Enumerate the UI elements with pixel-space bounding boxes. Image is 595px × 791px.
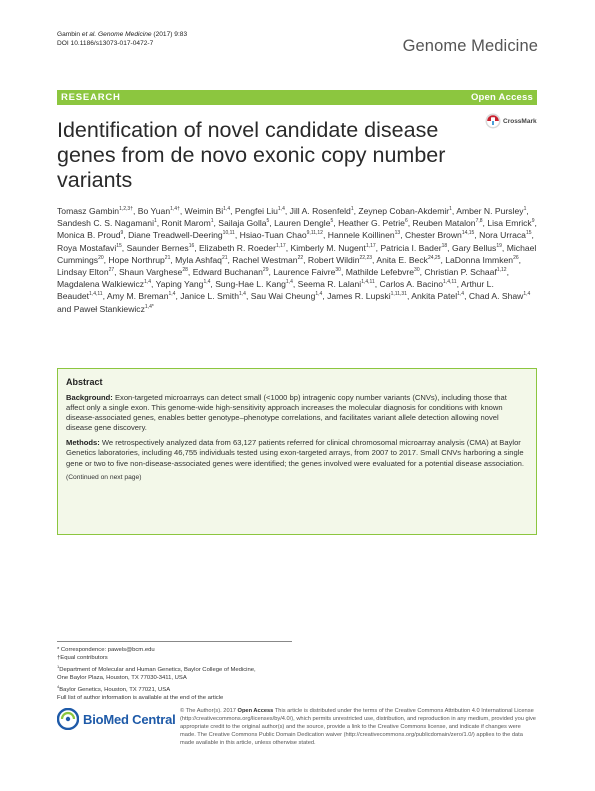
author-name[interactable]: Kimberly M. Nugent <box>290 242 366 253</box>
author-affiliation-sup: 6 <box>404 218 408 225</box>
author-affiliation-sup: 1 <box>523 206 527 213</box>
author-affiliation-sup: 1,4 <box>238 291 246 298</box>
author-name[interactable]: Laurence Faivre <box>273 267 336 278</box>
abstract-methods <box>66 438 526 468</box>
doi[interactable]: DOI 10.1186/s13073-017-0472-7 <box>57 40 154 47</box>
author-name[interactable]: Sau Wai Cheung <box>250 291 316 302</box>
author-affiliation-sup: 9 <box>531 218 535 225</box>
background-text: Exon-targeted microarrays can detect small (<1000 bp) intragenic copy number variants (CNVs), including those that affect only a single exon. This genome-wide high-sensitivity approach increases the molecular diagnosis for conditions with known disease-associated genes, enables better genotype–phenotype correlations, and facilitates variant allele detection allowing novel disease gene discovery. <box>66 393 507 433</box>
author-name[interactable]: Lauren Dengle <box>274 218 331 229</box>
methods-label: Methods: <box>66 438 100 448</box>
author-name[interactable]: Robert Wildin <box>307 254 360 265</box>
author-name[interactable]: Saunder Bernes <box>126 242 189 253</box>
affiliation-1 <box>57 663 317 674</box>
background-label: Background: <box>66 393 113 402</box>
crossmark-label: CrossMark <box>503 117 537 125</box>
article-type-band <box>57 90 537 105</box>
author-affiliation-sup: 18 <box>441 242 448 249</box>
affiliation-1-line1: Department of Molecular and Human Genetics, Baylor College of Medicine, <box>59 666 256 673</box>
author-name[interactable]: Weimin Bi <box>184 206 224 216</box>
equal-contributors: †Equal contributors <box>57 655 108 662</box>
author-affiliation-sup: 1,4 <box>144 279 152 286</box>
author-affiliation-sup: 5 <box>266 218 270 225</box>
author-affiliation-sup: 1,4* <box>144 303 154 310</box>
author-affiliation-sup: 27 <box>108 267 115 274</box>
abstract-box <box>57 368 537 535</box>
article-title: Identification of novel candidate disease genes from de novo exonic copy number variants <box>57 118 446 192</box>
author-affiliation-sup: 22 <box>297 254 304 261</box>
author-name[interactable]: James R. Lupski <box>327 291 391 302</box>
journal-name: Genome Medicine <box>402 37 538 55</box>
author-affiliation-sup: 1 <box>449 206 452 213</box>
continued-note: (Continued on next page) <box>66 473 142 481</box>
license-copyright: © The Author(s). 2017 <box>180 708 238 714</box>
author-name[interactable]: Janice L. Smith <box>180 291 239 302</box>
author-name[interactable]: Elizabeth R. Roeder <box>199 242 276 253</box>
license-body: This article is distributed under the terms of the Creative Commons Attribution 4.0 International License (http://creativecommons.org/licenses/by/4.0/), which permits unrestricted use, distribution, and reproduction in any medium, provided you give appropriate credit to the original author(s) and the source, provide a link to the Creative Commons license, and indicate if changes were made. The Creative Commons Public Domain Dedication waiver (http://creativecommons.org/publicdomain/zero/1.0/) applies to the data made available in this article, unless otherwise stated. <box>180 708 536 746</box>
author-name[interactable]: Patricia I. Bader <box>380 242 442 253</box>
crossmark-icon <box>485 113 501 129</box>
author-affiliation-sup: 1,17 <box>365 242 376 249</box>
author-name[interactable]: Anita E. Beck <box>376 254 428 265</box>
author-name[interactable]: Carlos A. Bacino <box>379 279 444 290</box>
author-affiliation-sup: 1,4 <box>523 291 531 298</box>
author-affiliation-sup: 22,23 <box>359 254 373 261</box>
author-affiliation-sup: 5 <box>330 218 334 225</box>
biomed-central-icon <box>57 708 79 730</box>
author-name[interactable]: Bo Yuan <box>137 206 171 216</box>
author-affiliation-sup: 1,11,31 <box>390 291 407 298</box>
author-affiliation-sup: 30 <box>335 267 341 274</box>
author-name[interactable]: Edward Buchanan <box>192 267 263 278</box>
author-affiliation-sup: 7,8 <box>475 218 483 225</box>
author-affiliation-sup: 13 <box>394 230 401 237</box>
author-affiliation-sup: 15 <box>525 230 532 237</box>
author-name[interactable]: Monica B. Proud <box>57 230 121 241</box>
author-name[interactable]: Rachel Westman <box>232 254 298 265</box>
author-affiliation-sup: 1,4† <box>170 206 180 213</box>
author-name[interactable]: Paweł Stankiewicz <box>73 303 145 314</box>
footnote-divider <box>57 641 292 642</box>
author-affiliation-sup: 29 <box>262 267 269 274</box>
author-name[interactable]: LaDonna Immken <box>445 254 514 265</box>
author-name[interactable]: Chester Brown <box>404 230 462 241</box>
author-name[interactable]: Jill A. Rosenfeld <box>289 206 351 216</box>
citation-journal: et al. Genome Medicine <box>81 31 152 38</box>
author-affiliation-sup: 1,4,11 <box>443 279 457 286</box>
license-text <box>180 707 537 747</box>
publisher-logo <box>57 708 176 730</box>
author-name[interactable]: Diane Treadwell-Deering <box>128 230 223 241</box>
author-name[interactable]: Gary Bellus <box>451 242 497 253</box>
author-name[interactable]: Zeynep Coban-Akdemir <box>358 206 450 216</box>
author-affiliation-sup: 1,4 <box>203 279 211 286</box>
affiliation-4-text: Baylor Genetics, Houston, TX 77021, USA <box>59 686 171 693</box>
author-name[interactable]: Michael Cummings <box>57 242 537 265</box>
crossmark-badge[interactable] <box>485 113 537 129</box>
author-affiliation-sup: 9,11,12 <box>306 230 323 237</box>
author-name[interactable]: Reuben Matalon <box>412 218 476 229</box>
author-affiliation-sup: 1 <box>350 206 354 213</box>
author-list: Tomasz Gambin$^{1,2,3\dagger}$, Bo Yuan$^{1,4\dagger}$, Weimin Bi$^{1,4}$, Pengfei Liu$^{1,4}$, Jill A. Rosenfeld$^1$, Zeynep Coban-Akdemir$^1$, Amber N. Pursley$^1$, Sandesh C. S. Nagamani$^1$, Ronit Marom$^1$, Sailaja Golla$^5$, Lauren Dengle$^5$, Heather G. Petrie$^6$, Reuben Matalon$^{7,8}$, Lisa Emrick$^9$, Monica B. Proud$^9$, Diane Treadwell-Deering$^{10,11}$, Hsiao-Tuan Chao$^{9,11,12}$, Hannele Koillinen$^{13}$, Chester Brown$^{14,15}$, Nora Urraca$^{15}$, Roya Mostafavi$^{15}$, Saunder Bernes$^{16}$, Elizabeth R. Roeder$^{1,17}$, Kimberly M. Nugent$^{1,17}$, Patricia I. Bader$^{18}$, Gary Bellus$^{19}$, Michael Cummings$^{20}$, Hope Northrup$^{21}$, Myla Ashfaq$^{21}$, Rachel Westman$^{22}$, Robert Wildin$^{22,23}$, Anita E. Beck$^{24,25}$, LaDonna Immken$^{26}$, Lindsay Elton$^{27}$, Shaun Varghese$^{28}$, Edward Buchanan$^{29}$, Laurence Faivre$^{30}$, Mathilde Lefebvre$^{30}$, Christian P. Schaaf$^{1,12}$, Magdalena Walkiewicz$^{1,4}$, Yaping Yang$^{1,4}$, Sung-Hae L. Kang$^{1,4}$, Seema R. Lalani$^{1,4,11}$, Carlos A. Bacino$^{1,4,11}$, Arthur L. Beaudet$^{1,4,11}$, Amy M. Breman$^{1,4}$, Janice L. Smith$^{1,4}$, Sau Wai Cheung$^{1,4}$, James R. Lupski$^{1,11,31}$, Ankita Patel$^{1,4}$, Chad A. Shaw$^{1,4}$ and Paweł Stankiewicz$^{1,4*}$ <box>57 206 537 314</box>
author-name[interactable]: Tomasz Gambin <box>57 206 120 216</box>
author-affiliation-sup: 26 <box>513 254 519 261</box>
author-affiliation-sup: 1,4 <box>285 279 293 286</box>
author-name[interactable]: Hope Northrup <box>108 254 165 265</box>
author-name[interactable]: Roya Mostafavi <box>57 242 117 253</box>
citation <box>57 30 187 39</box>
author-affiliation-sup: 9 <box>120 230 124 237</box>
author-affiliation-sup: 1,12 <box>496 267 507 274</box>
author-name[interactable]: Sung-Hae L. Kang <box>215 279 286 290</box>
author-affiliation-sup: 28 <box>182 267 188 274</box>
author-affiliation-sup: 24,25 <box>427 254 441 261</box>
author-affiliation-sup: 21 <box>164 254 171 261</box>
citation-authors: Gambin <box>57 31 82 38</box>
license-open-access: Open Access <box>237 708 274 714</box>
author-name[interactable]: Ronit Marom <box>161 218 211 229</box>
author-name[interactable]: Seema R. Lalani <box>297 279 362 290</box>
author-name[interactable]: Lisa Emrick <box>487 218 532 229</box>
author-affiliation-sup: 19 <box>496 242 502 249</box>
author-name[interactable]: Amy M. Breman <box>106 291 169 302</box>
author-name[interactable]: Nora Urraca <box>479 230 526 241</box>
author-affiliation-sup: 21 <box>221 254 228 261</box>
author-name[interactable]: Shaun Varghese <box>118 267 183 278</box>
author-name[interactable]: Pengfei Liu <box>234 206 278 216</box>
author-name[interactable]: Magdalena Walkiewicz <box>57 279 145 290</box>
author-affiliation-sup: 30 <box>414 267 420 274</box>
author-name[interactable]: Amber N. Pursley <box>456 206 524 216</box>
author-affiliation-sup: 1,4 <box>277 206 285 213</box>
author-affiliation-sup: 1,4 <box>315 291 323 298</box>
author-affiliation-sup: 1,4 <box>457 291 465 298</box>
author-name[interactable]: Ankita Patel <box>411 291 458 302</box>
author-joiner: and <box>57 303 72 314</box>
author-name[interactable]: Sailaja Golla <box>218 218 267 229</box>
author-name[interactable]: Mathilde Lefebvre <box>345 267 415 278</box>
affiliation-1-address: One Baylor Plaza, Houston, TX 77030-3411, USA <box>57 675 187 682</box>
author-name[interactable]: Yaping Yang <box>155 279 204 290</box>
author-affiliation-sup: 1,2,3† <box>119 206 133 213</box>
author-name[interactable]: Chad A. Shaw <box>468 291 524 302</box>
abstract-background <box>66 393 526 433</box>
running-header <box>57 30 187 48</box>
author-info-note: Full list of author information is available at the end of the article <box>57 694 224 701</box>
affiliation-4 <box>57 683 317 694</box>
author-name[interactable]: Sandesh C. S. Nagamani <box>57 218 154 229</box>
author-affiliation-sup: 1,17 <box>275 242 286 249</box>
citation-volume: (2017) 9:83 <box>151 31 188 38</box>
author-affiliation-sup: 1 <box>210 218 214 225</box>
affiliation-1-sup: 1 <box>57 663 60 669</box>
article-type-label: RESEARCH <box>61 92 121 103</box>
author-name[interactable]: Lindsay Elton <box>57 267 109 278</box>
author-name[interactable]: Hannele Koillinen <box>327 230 395 241</box>
author-affiliation-sup: 10,11 <box>222 230 235 237</box>
author-affiliation-sup: 1,4 <box>168 291 176 298</box>
correspondence[interactable]: * Correspondence: pawels@bcm.edu <box>57 647 155 653</box>
author-name[interactable]: Myla Ashfaq <box>175 254 222 265</box>
author-affiliation-sup: 14,15 <box>461 230 475 237</box>
author-affiliation-sup: 20 <box>98 254 104 261</box>
author-name[interactable]: Christian P. Schaaf <box>424 267 497 278</box>
author-name[interactable]: Arthur L. Beaudet <box>57 279 494 302</box>
affiliation-4-sup: 4 <box>57 683 60 689</box>
author-affiliation-sup: 15 <box>116 242 122 249</box>
methods-text: We retrospectively analyzed data from 63,127 patients referred for clinical chromosomal microarray analysis (CMA) at Baylor Genetics laboratories, including 46,755 individuals tested using exon-targeted arrays, from 2007 to 2017. Small CNVs harboring a single gene or two to five non-disease-associated genes were identified; the genes involved were evaluated for a potential disease association. <box>66 438 525 468</box>
author-affiliation-sup: 1,4 <box>223 206 231 213</box>
publisher-name: BioMed Central <box>83 711 176 727</box>
author-affiliation-sup: 16 <box>188 242 195 249</box>
author-affiliation-sup: 1,4,11 <box>361 279 375 286</box>
author-name[interactable]: Hsiao-Tuan Chao <box>239 230 307 241</box>
author-name[interactable]: Heather G. Petrie <box>338 218 405 229</box>
footnotes <box>57 646 317 702</box>
abstract-heading: Abstract <box>66 377 103 387</box>
author-affiliation-sup: 1,4,11 <box>89 291 103 298</box>
open-access-label: Open Access <box>470 92 533 103</box>
author-affiliation-sup: 1 <box>153 218 157 225</box>
